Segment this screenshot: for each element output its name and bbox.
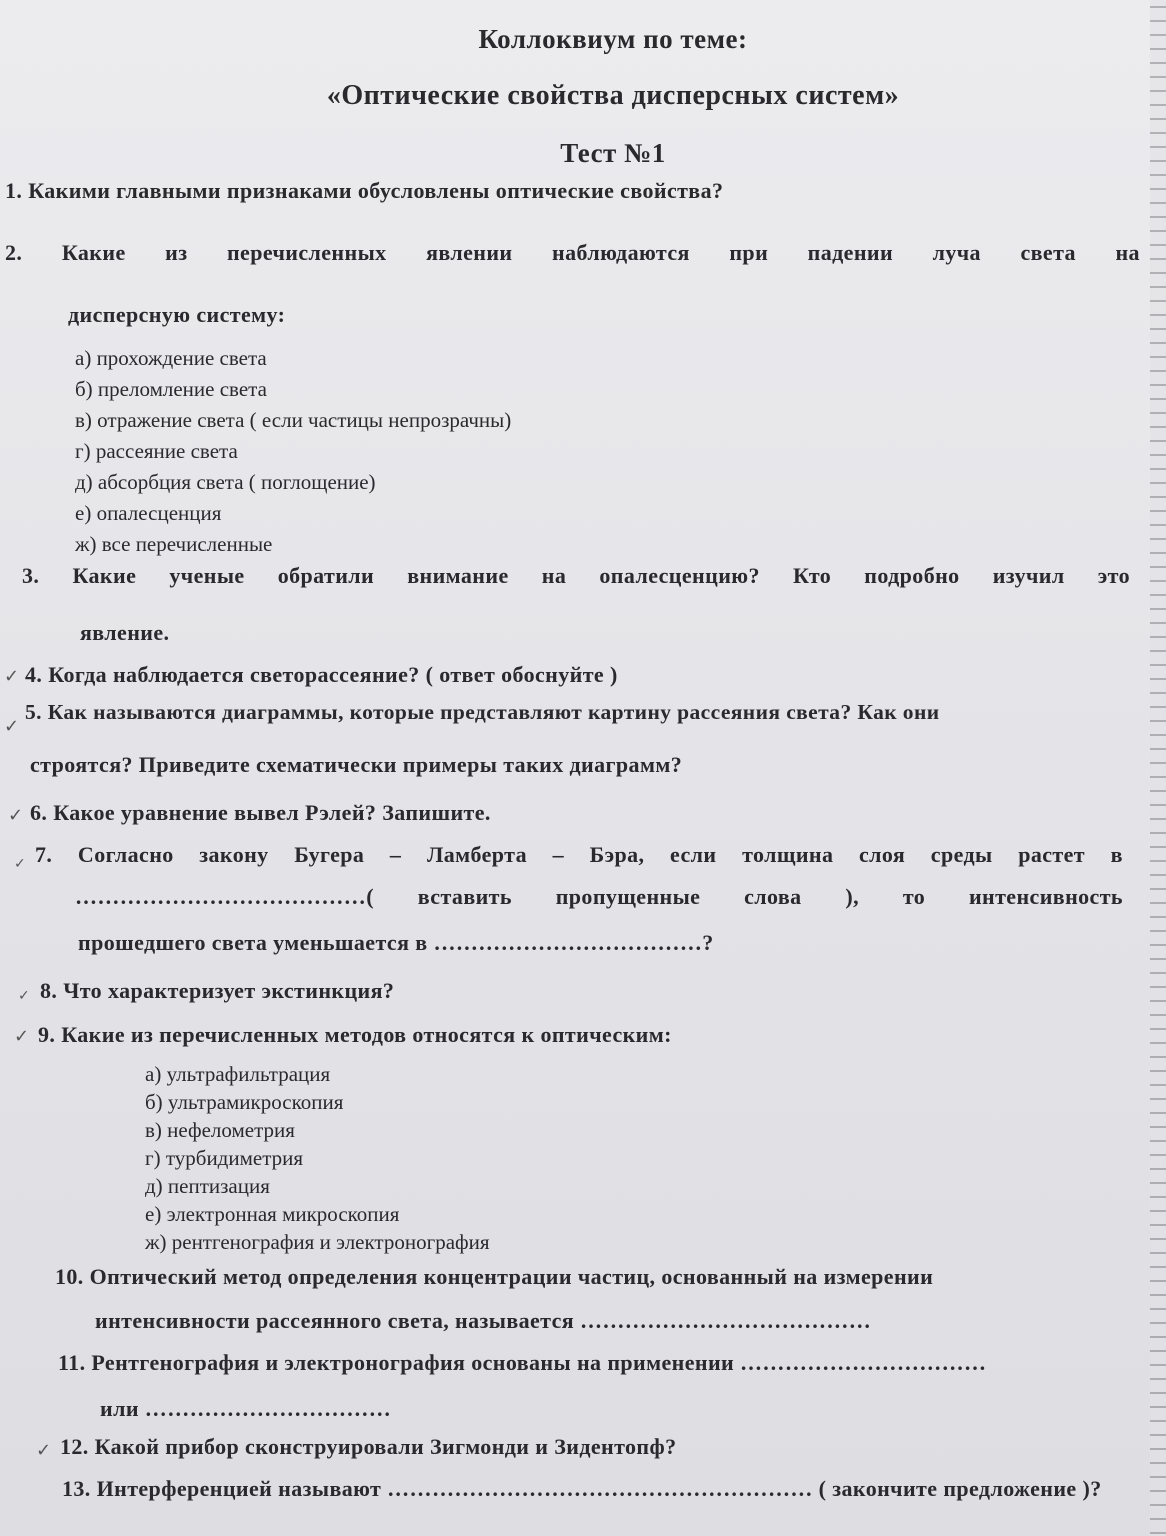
check-mark: ✓ (4, 716, 20, 737)
word: 7. (35, 842, 53, 867)
word: внимание (407, 563, 509, 588)
option-item: ж) все перечисленные (75, 532, 273, 556)
question-3-continued: явление. (80, 620, 170, 645)
question-5-continued: строятся? Приведите схематически примеры таких диаграмм? (30, 752, 683, 777)
word: пропущенные (555, 884, 701, 909)
word: света (1020, 240, 1076, 265)
question-7-continued (75, 884, 1123, 910)
question-12: 12. Какой прибор сконструировали Зигмонди и Зидентопф? (60, 1434, 677, 1459)
word: …………………………………( (75, 884, 374, 909)
word: на (1115, 240, 1140, 265)
word: – (389, 842, 402, 867)
word: на (541, 563, 567, 588)
word: Бэра, (589, 842, 645, 867)
word: падении (807, 240, 894, 265)
check-mark: ✓ (36, 1440, 52, 1461)
question-5: 5. Как называются диаграммы, которые представляют картину рассеяния света? Как они (25, 700, 940, 724)
option-item: д) абсорбция света ( поглощение) (75, 470, 376, 494)
question-11: 11. Рентгенография и электронография основаны на применении …………………………… (58, 1350, 987, 1375)
option-item: а) ультрафильтрация (145, 1062, 331, 1086)
word: Какие (61, 240, 126, 265)
word: в (1110, 842, 1123, 867)
word: обратили (277, 563, 375, 588)
question-10: 10. Оптический метод определения концентрации частиц, основанный на измерении (55, 1264, 934, 1289)
word: это (1097, 563, 1130, 588)
test-number: Тест №1 (560, 138, 666, 168)
option-item: г) рассеяние света (75, 439, 238, 463)
option-item: е) опалесценция (75, 501, 222, 525)
option-item: б) преломление света (75, 377, 267, 401)
option-item: д) пептизация (145, 1174, 270, 1198)
word: Кто (793, 563, 832, 588)
document-title: Коллоквиум по теме: (478, 24, 748, 54)
check-mark: ✓ (18, 988, 30, 1004)
word: явлении (426, 240, 513, 265)
option-item: в) отражение света ( если частицы непрозрачны) (75, 408, 512, 432)
question-1: 1. Какими главными признаками обусловлены оптические свойства? (5, 178, 724, 203)
word: среды (930, 842, 993, 867)
option-item: б) ультрамикроскопия (145, 1090, 344, 1114)
word: изучил (992, 563, 1065, 588)
word: слова (744, 884, 802, 909)
check-mark: ✓ (8, 805, 24, 826)
word: ученые (169, 563, 245, 588)
word: интенсивность (968, 884, 1123, 909)
word: наблюдаются (552, 240, 690, 265)
word: Бугера (294, 842, 365, 867)
word: Согласно (77, 842, 174, 867)
check-mark: ✓ (14, 1026, 30, 1047)
word: перечисленных (226, 240, 387, 265)
word: если (670, 842, 717, 867)
word: Ламберта (426, 842, 528, 867)
word: вставить (417, 884, 512, 909)
question-8: 8. Что характеризует экстинкция? (40, 978, 395, 1003)
word: то (902, 884, 926, 909)
word: 3. (22, 563, 40, 588)
word: закону (199, 842, 269, 867)
word: – (552, 842, 565, 867)
question-4: 4. Когда наблюдается светорассеяние? ( ответ обоснуйте ) (25, 662, 618, 687)
question-6: 6. Какое уравнение вывел Рэлей? Запишите. (30, 800, 491, 825)
question-7-end: прошедшего света уменьшается в ………………………………? (78, 930, 714, 955)
question-2-continued: дисперсную систему: (68, 302, 286, 327)
question-7 (35, 842, 1123, 868)
word: слоя (858, 842, 906, 867)
option-item: г) турбидиметрия (145, 1146, 304, 1170)
option-item: в) нефелометрия (145, 1118, 295, 1142)
document-topic: «Оптические свойства дисперсных систем» (326, 80, 900, 111)
torn-paper-edge (1150, 0, 1166, 1536)
word: толщина (742, 842, 834, 867)
option-item: а) прохождение света (75, 346, 267, 370)
question-11-continued: или …………………………… (100, 1396, 392, 1421)
word: при (729, 240, 769, 265)
question-3 (22, 563, 1130, 589)
option-item: ж) рентгенография и электронография (145, 1230, 490, 1254)
option-item: е) электронная микроскопия (145, 1202, 400, 1226)
question-2 (5, 240, 1140, 266)
check-mark: ✓ (4, 666, 20, 687)
word: Какие (72, 563, 137, 588)
question-10-continued: интенсивности рассеянного света, называется ………………………………… (95, 1308, 872, 1333)
word: растет (1018, 842, 1085, 867)
word: подробно (864, 563, 960, 588)
word: из (165, 240, 188, 265)
word: ), (845, 884, 860, 909)
check-mark: ✓ (14, 856, 26, 872)
word: 2. (5, 240, 23, 265)
word: луча (932, 240, 981, 265)
word: опалесценцию? (599, 563, 760, 588)
question-9: 9. Какие из перечисленных методов относятся к оптическим: (38, 1022, 672, 1047)
question-13: 13. Интерференцией называют ………………………………………………… ( закончите предложение )? (62, 1476, 1102, 1501)
